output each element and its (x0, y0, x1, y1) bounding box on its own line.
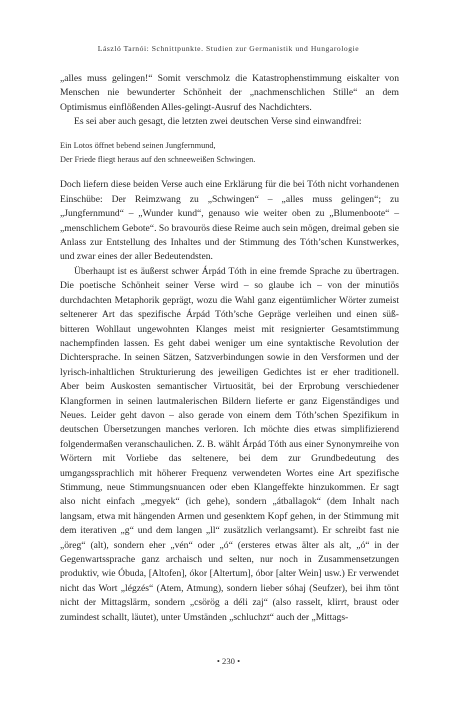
paragraph: „alles muss gelingen!“ Somit verschmolz die Katastrophenstimmung eiskalter von Menschen nie bewunderter Schönheit der „nachmenschlichen Stille“ an dem Optimismus einflößenden Alles-gelingt-Ausruf des Nachdichters. (60, 73, 399, 113)
running-head: László Tarnói: Schnittpunkte. Studien zur Germanistik und Hungarologie (97, 44, 360, 53)
body-text (60, 72, 399, 625)
page-number: • 230 • (216, 656, 241, 666)
paragraph: Doch liefern diese beiden Verse auch eine Erklärung für die bei Tóth nicht vorhandenen Einschübe: Der Reimzwang zu „Schwingen“ – „alles muss gelingen“; zu „Jungfernmund“ – „Wunder kund“, genauso wie weiter oben zu „Blumenboote“ – „menschlichem Gebote“. So bravourös diese Reime auch sein mögen, dreimal geben sie Anlass zur Entstellung des Inhaltes und der Stimmung des Tóth’schen Kunstwerkes, und zwar eines der aller Bedeutendsten. (60, 179, 399, 263)
paragraph: Es sei aber auch gesagt, die letzten zwei deutschen Verse sind einwandfrei: (74, 116, 362, 128)
paragraph: Überhaupt ist es äußerst schwer Árpád Tóth in eine fremde Sprache zu übertragen. Die poetische Schönheit seiner Verse wird – so glaube ich – von der minutiös durchdachten Metaphorik geprägt, wozu die Wahl ganz eigentümlicher Wörter zumeist seltenerer Art das spezifische Árpád Tóth’sche Gepräge verleihen und einen süß-bitteren Wohllaut ungewohnten Klanges meist mit resignierter Gesamtstimmung nachempfinden lassen. Es geht dabei weniger um eine syntaktische Revolution der Dichtersprache. In seinen Sätzen, Satzverbindungen sowie in den Versformen und der lyrisch-inhaltlichen Strukturierung des jeweiligen Gedichtes ist er eher traditionell. Aber beim Auskosten semantischer Virtuosität, bei der Erprobung verschiedener Klangformen in seinen lautmalerischen Bildern lieferte er ganz Eigenständiges und Neues. Leider geht davon – also gerade von einem dem Tóth’schen Spezifikum in deutschen Übersetzungen manches verloren. Ich möchte dies etwas simplifizierend folgendermaßen veranschaulichen. Z. B. wählt Árpád Tóth aus einer Synonymreihe von Wörtern mit Vorliebe das seltenere, bei dem zur Grundbedeutung des umgangssprachlich mit höherer Frequenz verwendeten Wortes eine Art spezifische Stimmung, neue Stimmungsnuancen oder eben Klangeffekte hinzukommen. Er sagt also nicht einfach „megyek“ (ich gehe), sondern „átballagok“ (dem Inhalt nach langsam, etwa mit hängenden Armen und gesenktem Kopf gehen, in der Stimmung mit dem iterativen „g“ und dem langen „ll“ zusätzlich verlangsamt). Er schreibt fast nie „öreg“ (alt), sondern eher „vén“ oder „ó“ (ersteres etwas älter als alt, „ó“ in der Gegenwartssprache ganz archaisch und selten, nur noch in Zusammensetzungen produktiv, wie Óbuda, [Altofen], ókor [Altertum], óbor [alter Wein] usw.) Er verwendet nicht das Wort „légzés“ (Atem, Atmung), sondern lieber sóhaj (Seufzer), bei ihm tönt nicht der Mittagslärm, sondern „csörög a déli zaj“ (also rasselt, klirrt, braust oder zumindest schallt, läutet), unter Umständen „schluchzt“ auch der „Mittags- (60, 265, 399, 623)
verse-line: Ein Lotos öffnet bebend seinen Jungfernmund, (60, 140, 216, 150)
verse-line: Der Friede fliegt heraus auf den schneeweißen Schwingen. (60, 155, 256, 165)
verse-quote (60, 139, 399, 168)
